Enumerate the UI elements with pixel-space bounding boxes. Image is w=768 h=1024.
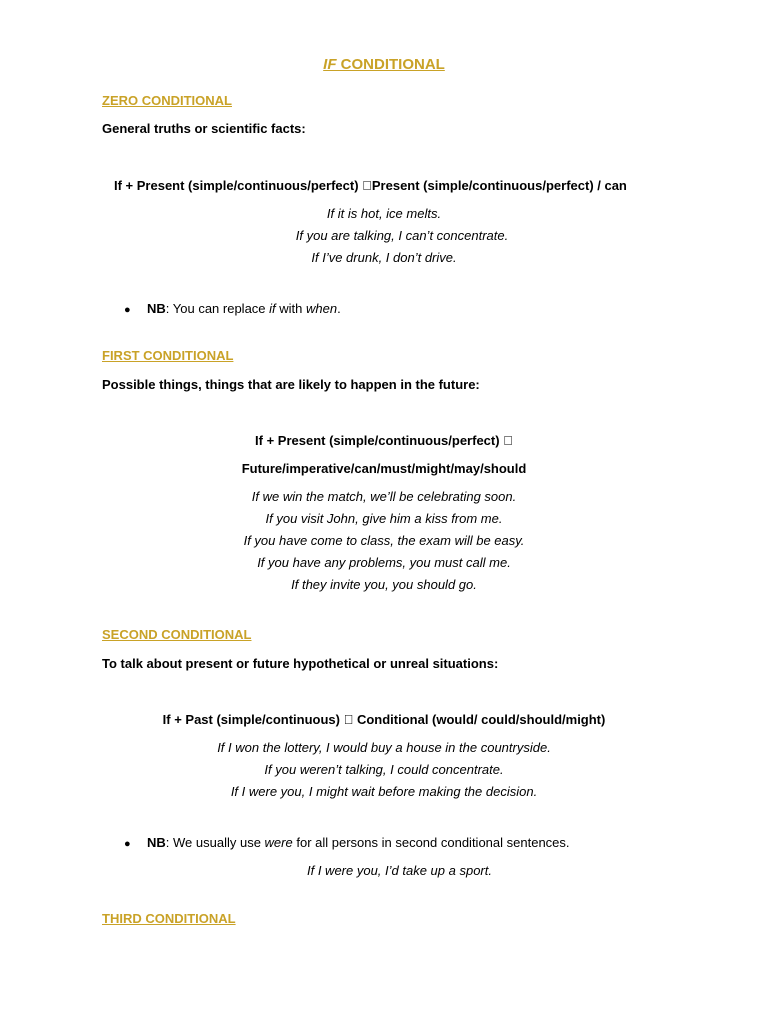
bullet-icon: ● [124, 304, 131, 316]
second-conditional-description: To talk about present or future hypothetical or unreal situations: [102, 656, 499, 671]
title-if: IF [323, 56, 337, 73]
second-example-2: If you weren’t talking, I could concentrate. [264, 762, 504, 777]
note-label: NB [147, 301, 166, 316]
first-example-3: If you have come to class, the exam will be easy. [243, 533, 525, 548]
bullet-icon: ● [124, 838, 131, 850]
note-text: with [275, 301, 306, 316]
second-conditional-formula: If + Past (simple/continuous) Conditional (would/ could/should/might) [169, 712, 599, 727]
zero-conditional-formula: If + Present (simple/continuous/perfect) Present (simple/continuous/perfect) / can [114, 178, 618, 193]
zero-example-2: If you are talking, I can’t concentrate. [295, 228, 509, 243]
title-rest: CONDITIONAL [336, 56, 445, 73]
second-example-1: If I won the lottery, I would buy a house in the countryside. [217, 740, 551, 755]
first-example-4: If you have any problems, you must call me. [257, 555, 511, 570]
first-conditional-description: Possible things, things that are likely to happen in the future: [102, 377, 480, 392]
note-if-word: if [269, 301, 276, 316]
third-conditional-heading: THIRD CONDITIONAL [102, 911, 236, 926]
second-conditional-heading: SECOND CONDITIONAL [102, 627, 252, 642]
page-title [0, 56, 768, 74]
first-conditional-formula-line-1: If + Present (simple/continuous/perfect) [261, 433, 507, 448]
first-conditional-heading: FIRST CONDITIONAL [102, 348, 234, 363]
zero-conditional-heading: ZERO CONDITIONAL [102, 93, 232, 108]
note-text: for all persons in second conditional sentences. [292, 835, 570, 850]
first-example-1: If we win the match, we’ll be celebrating soon. [251, 489, 517, 504]
zero-note [124, 301, 341, 318]
note-when-word: when [305, 301, 338, 316]
second-example-3: If I were you, I might wait before making the decision. [230, 784, 538, 799]
zero-conditional-description: General truths or scientific facts: [102, 121, 306, 136]
second-note-example: If I were you, I’d take up a sport. [307, 863, 492, 878]
note-text: : You can replace [165, 301, 270, 316]
second-note [124, 835, 570, 852]
zero-example-1: If it is hot, ice melts. [326, 206, 442, 221]
first-conditional-formula-line-2: Future/imperative/can/must/might/may/should [241, 461, 527, 476]
note-text: . [337, 301, 341, 316]
zero-example-3: If I’ve drunk, I don’t drive. [311, 250, 457, 265]
first-example-2: If you visit John, give him a kiss from me. [265, 511, 503, 526]
note-text: : We usually use [165, 835, 265, 850]
note-label: NB [147, 835, 166, 850]
note-were-word: were [264, 835, 293, 850]
first-example-5: If they invite you, you should go. [291, 577, 477, 592]
